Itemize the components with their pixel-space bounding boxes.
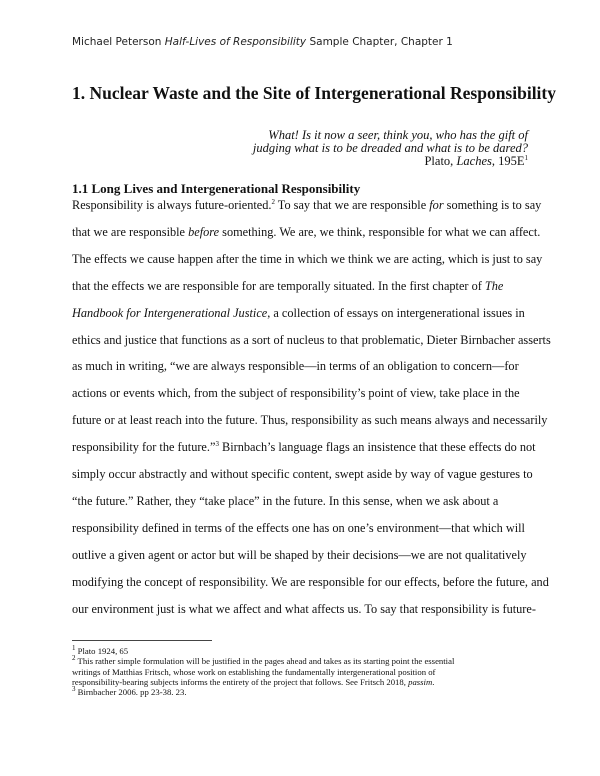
epigraph-line-1: What! Is it now a seer, think you, who has the gift of <box>268 128 528 142</box>
body-line: outlive a given agent or actor but will be shaped by their decisions—we are not qualitatively <box>72 547 527 562</box>
footnote-divider <box>72 640 212 641</box>
epigraph <box>198 129 528 168</box>
epigraph-attribution <box>198 155 528 168</box>
body-line: ethics and justice that functions as a sort of nucleus to that problematic, Dieter Birnbacher asserts <box>72 332 551 347</box>
text-run: To say that we are responsible <box>274 198 430 212</box>
body-line <box>72 192 542 219</box>
body-line: modifying the concept of responsibility. We are responsible for our effects, before the future, and <box>72 574 549 589</box>
body-line <box>72 434 534 461</box>
footnote-marker: 3 <box>72 685 76 694</box>
footnote-text: This rather simple formulation will be justified in the pages ahead and takes as its starting point the essential <box>75 656 455 667</box>
epigraph-line-2: judging what is to be dreaded and what is to be dared? <box>252 141 528 155</box>
footnote-text: writings of Matthias Fritsch, whose work on establishing the fundamentally intergenerational position of <box>72 666 436 677</box>
body-line: our environment just is what we affect and what affects us. To say that responsibility is future- <box>72 601 536 616</box>
body-line <box>72 300 534 327</box>
footnote-marker: 2 <box>72 654 76 663</box>
text-run: Responsibility is always future-oriented. <box>72 198 272 212</box>
footnote-ref-3: 3 <box>215 440 219 449</box>
text-run: something is to say <box>443 198 542 212</box>
chapter-title: 1. Nuclear Waste and the Site of Intergenerational Responsibility <box>72 83 557 103</box>
footnote-ref-1: 1 <box>524 153 528 162</box>
footnote-text: responsibility-bearing subjects informs the entirety of the project that follows. See Fritsch 2018, <box>72 676 409 687</box>
body-line <box>72 219 541 246</box>
body-line: responsibility defined in terms of the effects one has on one’s environment—that which will <box>72 520 525 535</box>
body-line: future or at least reach into the future. Thus, responsibility as such means always and necessarily <box>72 413 548 428</box>
footnote-2 <box>72 656 534 687</box>
footnote-text: Plato 1924, 65 <box>75 646 129 656</box>
epigraph-author: Plato, <box>424 154 457 168</box>
footnote-ref-2: 2 <box>271 197 275 206</box>
emphasis: The <box>484 278 504 293</box>
body-line: “the future.” Rather, they “take place” in the future. In this sense, when we ask about a <box>72 493 499 508</box>
emphasis: Handbook for Intergenerational Justice <box>72 305 268 320</box>
body-line <box>72 273 534 300</box>
footnote-1 <box>72 646 534 656</box>
header-suffix: Sample Chapter, Chapter 1 <box>309 36 453 48</box>
emphasis: before <box>188 224 220 239</box>
text-run: Birnbach’s language flags an insistence that these effects do not <box>218 440 536 455</box>
text-run: that we are responsible <box>72 224 189 239</box>
footnotes <box>72 646 534 697</box>
body-line: The effects we cause happen after the time in which we think we are acting, which is just to say <box>72 251 543 266</box>
footnote-3 <box>72 687 534 697</box>
epigraph-work: Laches <box>456 154 492 168</box>
text-run: responsibility for the future.” <box>72 440 216 455</box>
body-text <box>72 192 551 623</box>
header-book-title: Half-Lives of Responsibility <box>164 36 307 48</box>
header-author: Michael Peterson <box>72 36 162 48</box>
footnote-text: Birnbacher 2006. pp 23-38. 23. <box>75 687 187 698</box>
section-heading: 1.1 Long Lives and Intergenerational Responsibility <box>72 181 361 196</box>
emphasis: for <box>429 198 444 212</box>
text-run: , a collection of essays on intergenerational issues in <box>267 305 525 320</box>
body-line: as much in writing, “we are always responsible—in terms of an obligation to concern—for <box>72 359 519 374</box>
footnote-marker: 1 <box>72 644 76 653</box>
epigraph-ref: , 195E <box>491 154 525 168</box>
emphasis: passim <box>408 676 433 687</box>
body-line: simply occur abstractly and without specific content, swept aside by way of vague gestures to <box>72 467 533 482</box>
running-header <box>72 36 453 48</box>
body-line: actions or events which, from the subject of responsibility’s point of view, take place in the <box>72 386 520 401</box>
text-run: that the effects we are responsible for are temporally situated. In the first chapter of <box>72 278 485 293</box>
footnote-text: . <box>432 676 435 687</box>
text-run: something. We are, we think, responsible for what we can affect. <box>219 224 541 239</box>
